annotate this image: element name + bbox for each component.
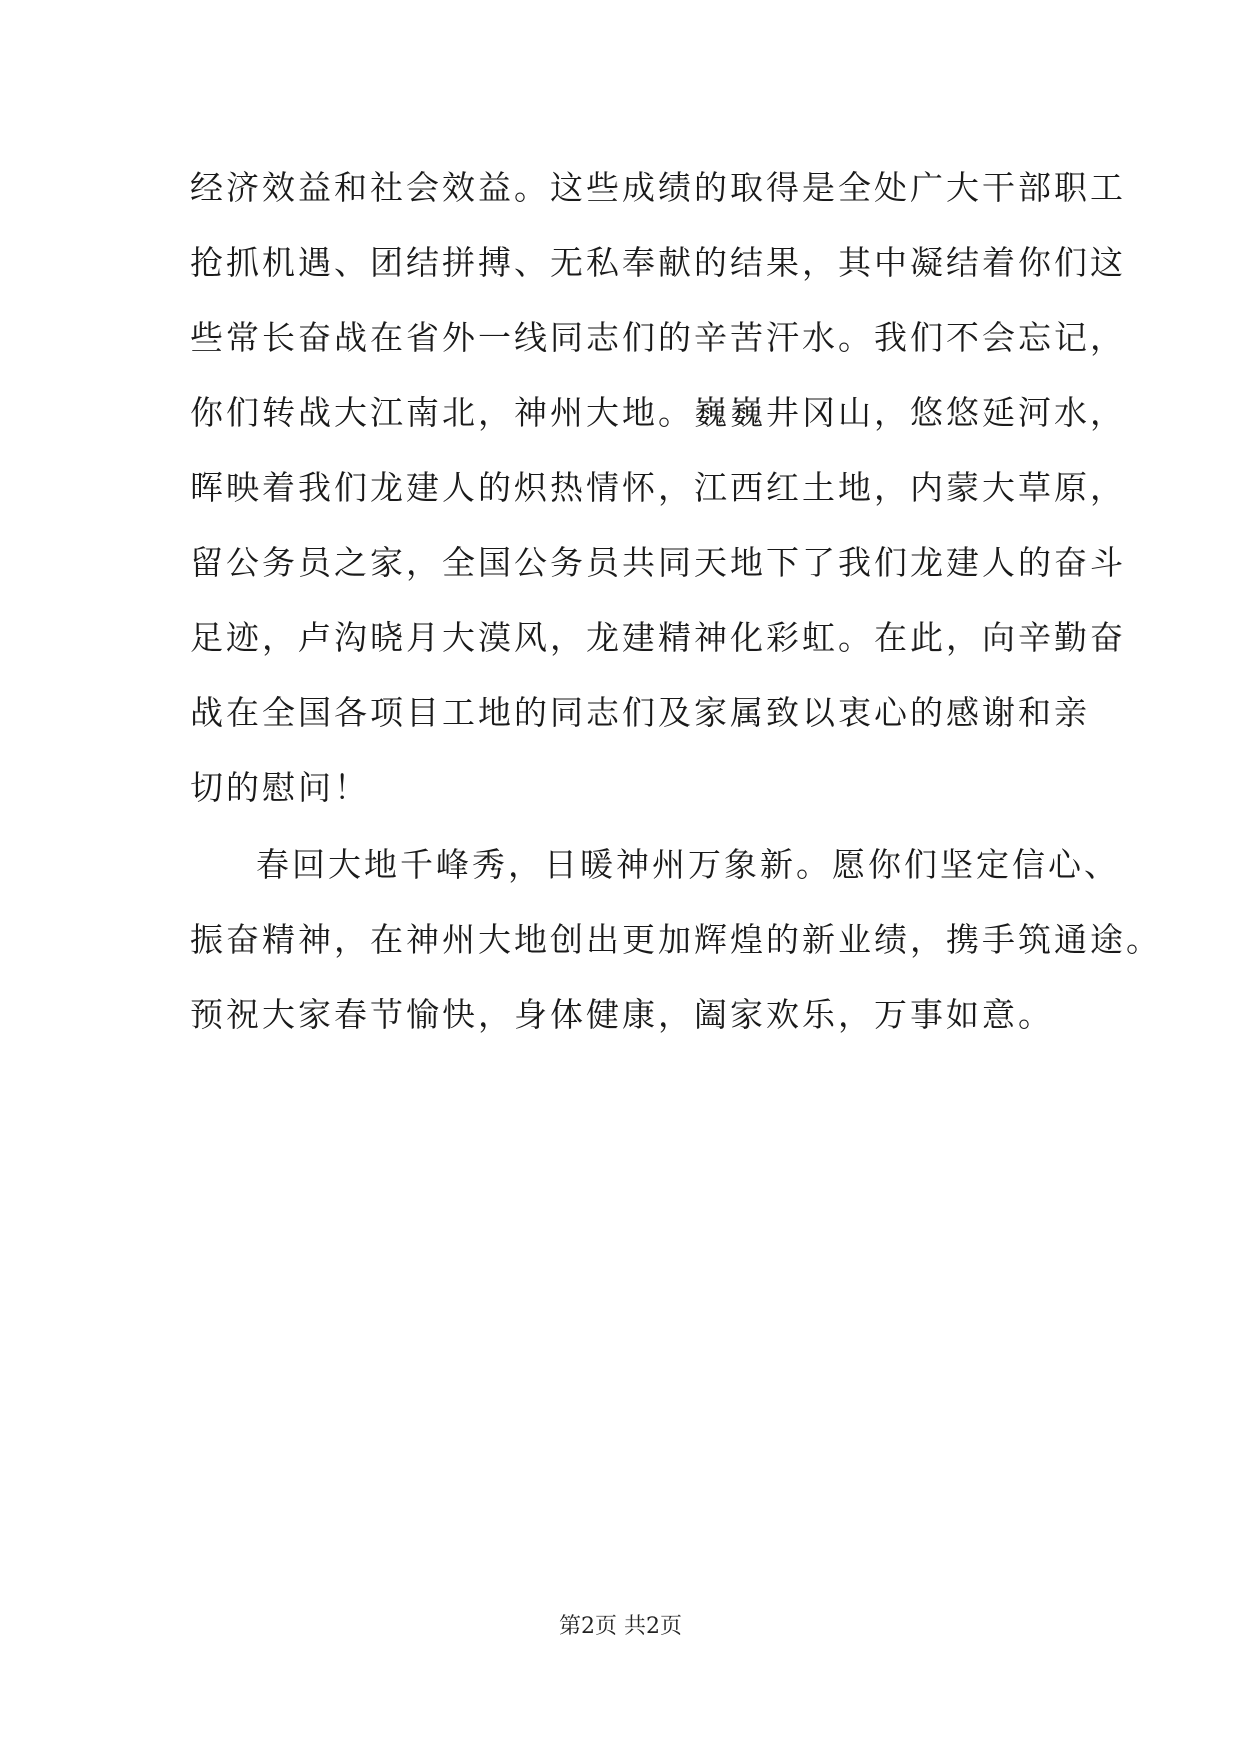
text-line: 经济效益和社会效益。这些成绩的取得是全处广大干部职工 [190, 168, 1126, 207]
text-line: 晖映着我们龙建人的炽热情怀，江西红土地，内蒙大草原， [190, 468, 1126, 507]
text-line: 春回大地千峰秀，日暖神州万象新。愿你们坚定信心、 [256, 845, 1120, 884]
paragraph-2 [190, 827, 1162, 1052]
text-line: 战在全国各项目工地的同志们及家属致以衷心的感谢和亲 [190, 693, 1090, 732]
text-line: 你们转战大江南北，神州大地。巍巍井冈山，悠悠延河水， [190, 393, 1126, 432]
text-line: 足迹，卢沟晓月大漠风，龙建精神化彩虹。在此，向辛勤奋 [190, 618, 1126, 657]
text-line: 些常长奋战在省外一线同志们的辛苦汗水。我们不会忘记， [190, 318, 1126, 357]
paragraph-1 [190, 150, 1126, 825]
text-line: 留公务员之家，全国公务员共同天地下了我们龙建人的奋斗 [190, 543, 1126, 582]
text-line: 振奋精神，在神州大地创出更加辉煌的新业绩，携手筑通途。 [190, 920, 1162, 959]
page-footer: 第2页 共2页 [559, 1614, 682, 1639]
document-body [190, 150, 1162, 1052]
text-line: 预祝大家春节愉快，身体健康，阖家欢乐，万事如意。 [190, 995, 1054, 1034]
text-line: 抢抓机遇、团结拼搏、无私奉献的结果，其中凝结着你们这 [190, 243, 1126, 282]
text-line: 切的慰问！ [190, 768, 370, 807]
